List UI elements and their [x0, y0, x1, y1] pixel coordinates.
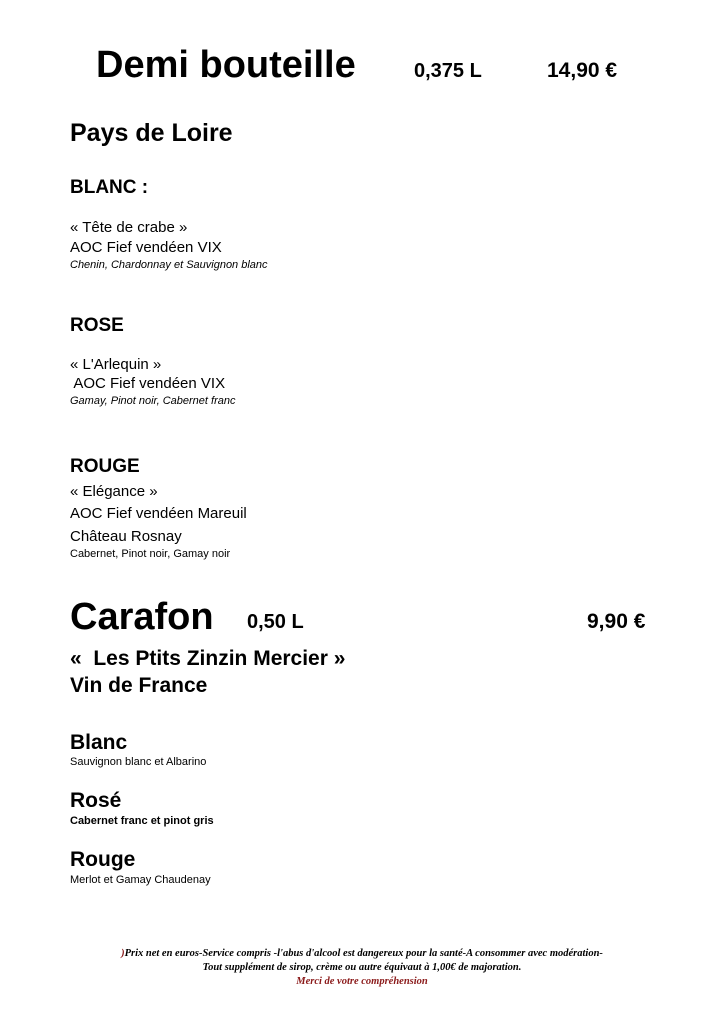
estate-rouge: Château Rosnay	[70, 528, 182, 545]
carafon-volume: 0,50 L	[247, 611, 304, 633]
wine-name-rose: « L'Arlequin »	[70, 356, 162, 373]
footer-line-1	[0, 948, 724, 959]
carafon-blanc-grapes: Sauvignon blanc et Albarino	[70, 756, 207, 768]
demi-volume: 0,375 L	[414, 60, 482, 82]
carafon-rouge-grapes: Merlot et Gamay Chaudenay	[70, 874, 211, 886]
wine-name-blanc: « Tête de crabe »	[70, 219, 188, 236]
carafon-wine: « Les Ptits Zinzin Mercier »	[70, 647, 346, 670]
grapes-rouge: Cabernet, Pinot noir, Gamay noir	[70, 548, 231, 560]
footer-thanks: Merci de votre compréhension	[296, 976, 428, 987]
carafon-origin: Vin de France	[70, 674, 208, 697]
footer-legal-text: Prix net en euros-Service compris -l'abus d'alcool est dangereux pour la santé-A consommer avec modération-	[124, 948, 603, 959]
footer-mark: )	[121, 948, 125, 959]
region-title: Pays de Loire	[70, 119, 233, 147]
appellation-rose: AOC Fief vendéen VIX	[70, 375, 226, 392]
section-blanc: BLANC :	[70, 177, 149, 198]
carafon-price: 9,90 €	[587, 610, 646, 633]
wine-name-rouge: « Elégance »	[70, 483, 158, 500]
carafon-rouge: Rouge	[70, 848, 136, 871]
footer-line-2: Tout supplément de sirop, crème ou autre équivaut à 1,00€ de majoration.	[202, 962, 522, 973]
carafon-rose-grapes: Cabernet franc et pinot gris	[70, 815, 214, 827]
demi-price: 14,90 €	[547, 59, 618, 82]
section-rouge: ROUGE	[70, 456, 140, 477]
section-rose: ROSE	[70, 315, 124, 336]
grapes-blanc: Chenin, Chardonnay et Sauvignon blanc	[70, 259, 268, 271]
appellation-blanc: AOC Fief vendéen VIX	[70, 239, 222, 256]
carafon-blanc: Blanc	[70, 731, 128, 754]
carafon-rose: Rosé	[70, 789, 122, 812]
appellation-rouge: AOC Fief vendéen Mareuil	[70, 505, 247, 522]
carafon-title: Carafon	[70, 596, 214, 638]
grapes-rose: Gamay, Pinot noir, Cabernet franc	[70, 395, 236, 407]
demi-title: Demi bouteille	[96, 44, 356, 86]
